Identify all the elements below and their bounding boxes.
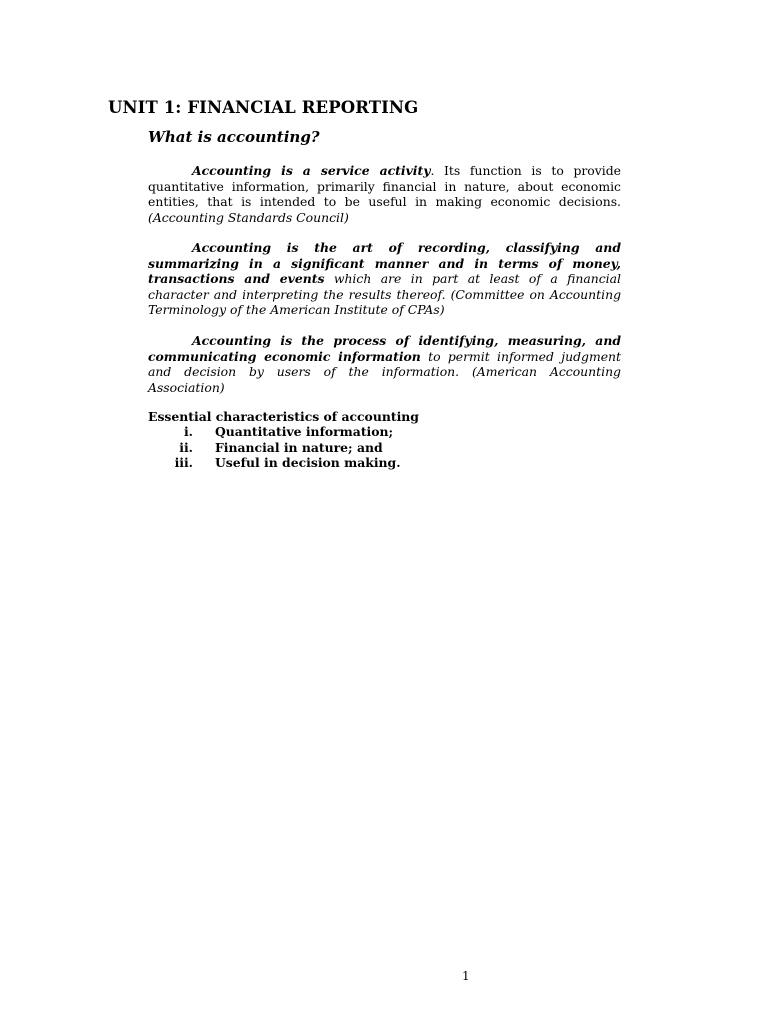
characteristics-list [148, 424, 448, 471]
definition-body: which are in part at least of a financial character and interpreting the results thereof. (Committee on Accounting Terminology of the American Institute of CPAs) [148, 271, 621, 318]
definition-paragraph-aicpa [148, 240, 621, 318]
definition-source: (Accounting Standards Council) [148, 209, 349, 225]
definition-lead: Accounting is the process of identifying, measuring, and communicating economic information [148, 333, 621, 364]
definition-body: . Its function is to provide quantitative information, primarily financial in nature, about economic entities, that is intended to be useful in making economic decisions. [148, 163, 621, 210]
definition-lead: Accounting is a service activity [192, 163, 431, 178]
definition-body: to permit informed judgment and decision by users of the information. (American Accounting Association) [148, 348, 621, 395]
list-item [148, 424, 448, 440]
list-item-number: iii. [174, 455, 193, 471]
list-item-text: Quantitative information; [215, 424, 394, 439]
list-item [148, 440, 448, 456]
list-item [148, 455, 448, 471]
unit-title: UNIT 1: FINANCIAL REPORTING [108, 98, 419, 117]
list-item-number: ii. [179, 439, 193, 455]
list-item-text: Useful in decision making. [215, 455, 401, 471]
definition-lead: Accounting is the art of recording, classifying and summarizing in a significant manner and in terms of money, transactions and events [148, 240, 621, 287]
page-number: 1 [462, 969, 470, 983]
section-title: What is accounting? [148, 128, 320, 146]
definition-paragraph-aaa [148, 333, 621, 395]
characteristics-heading: Essential characteristics of accounting [148, 409, 419, 424]
list-item-text: Financial in nature; and [215, 439, 383, 455]
list-item-number: i. [183, 424, 193, 439]
definition-paragraph-asc [148, 163, 621, 225]
